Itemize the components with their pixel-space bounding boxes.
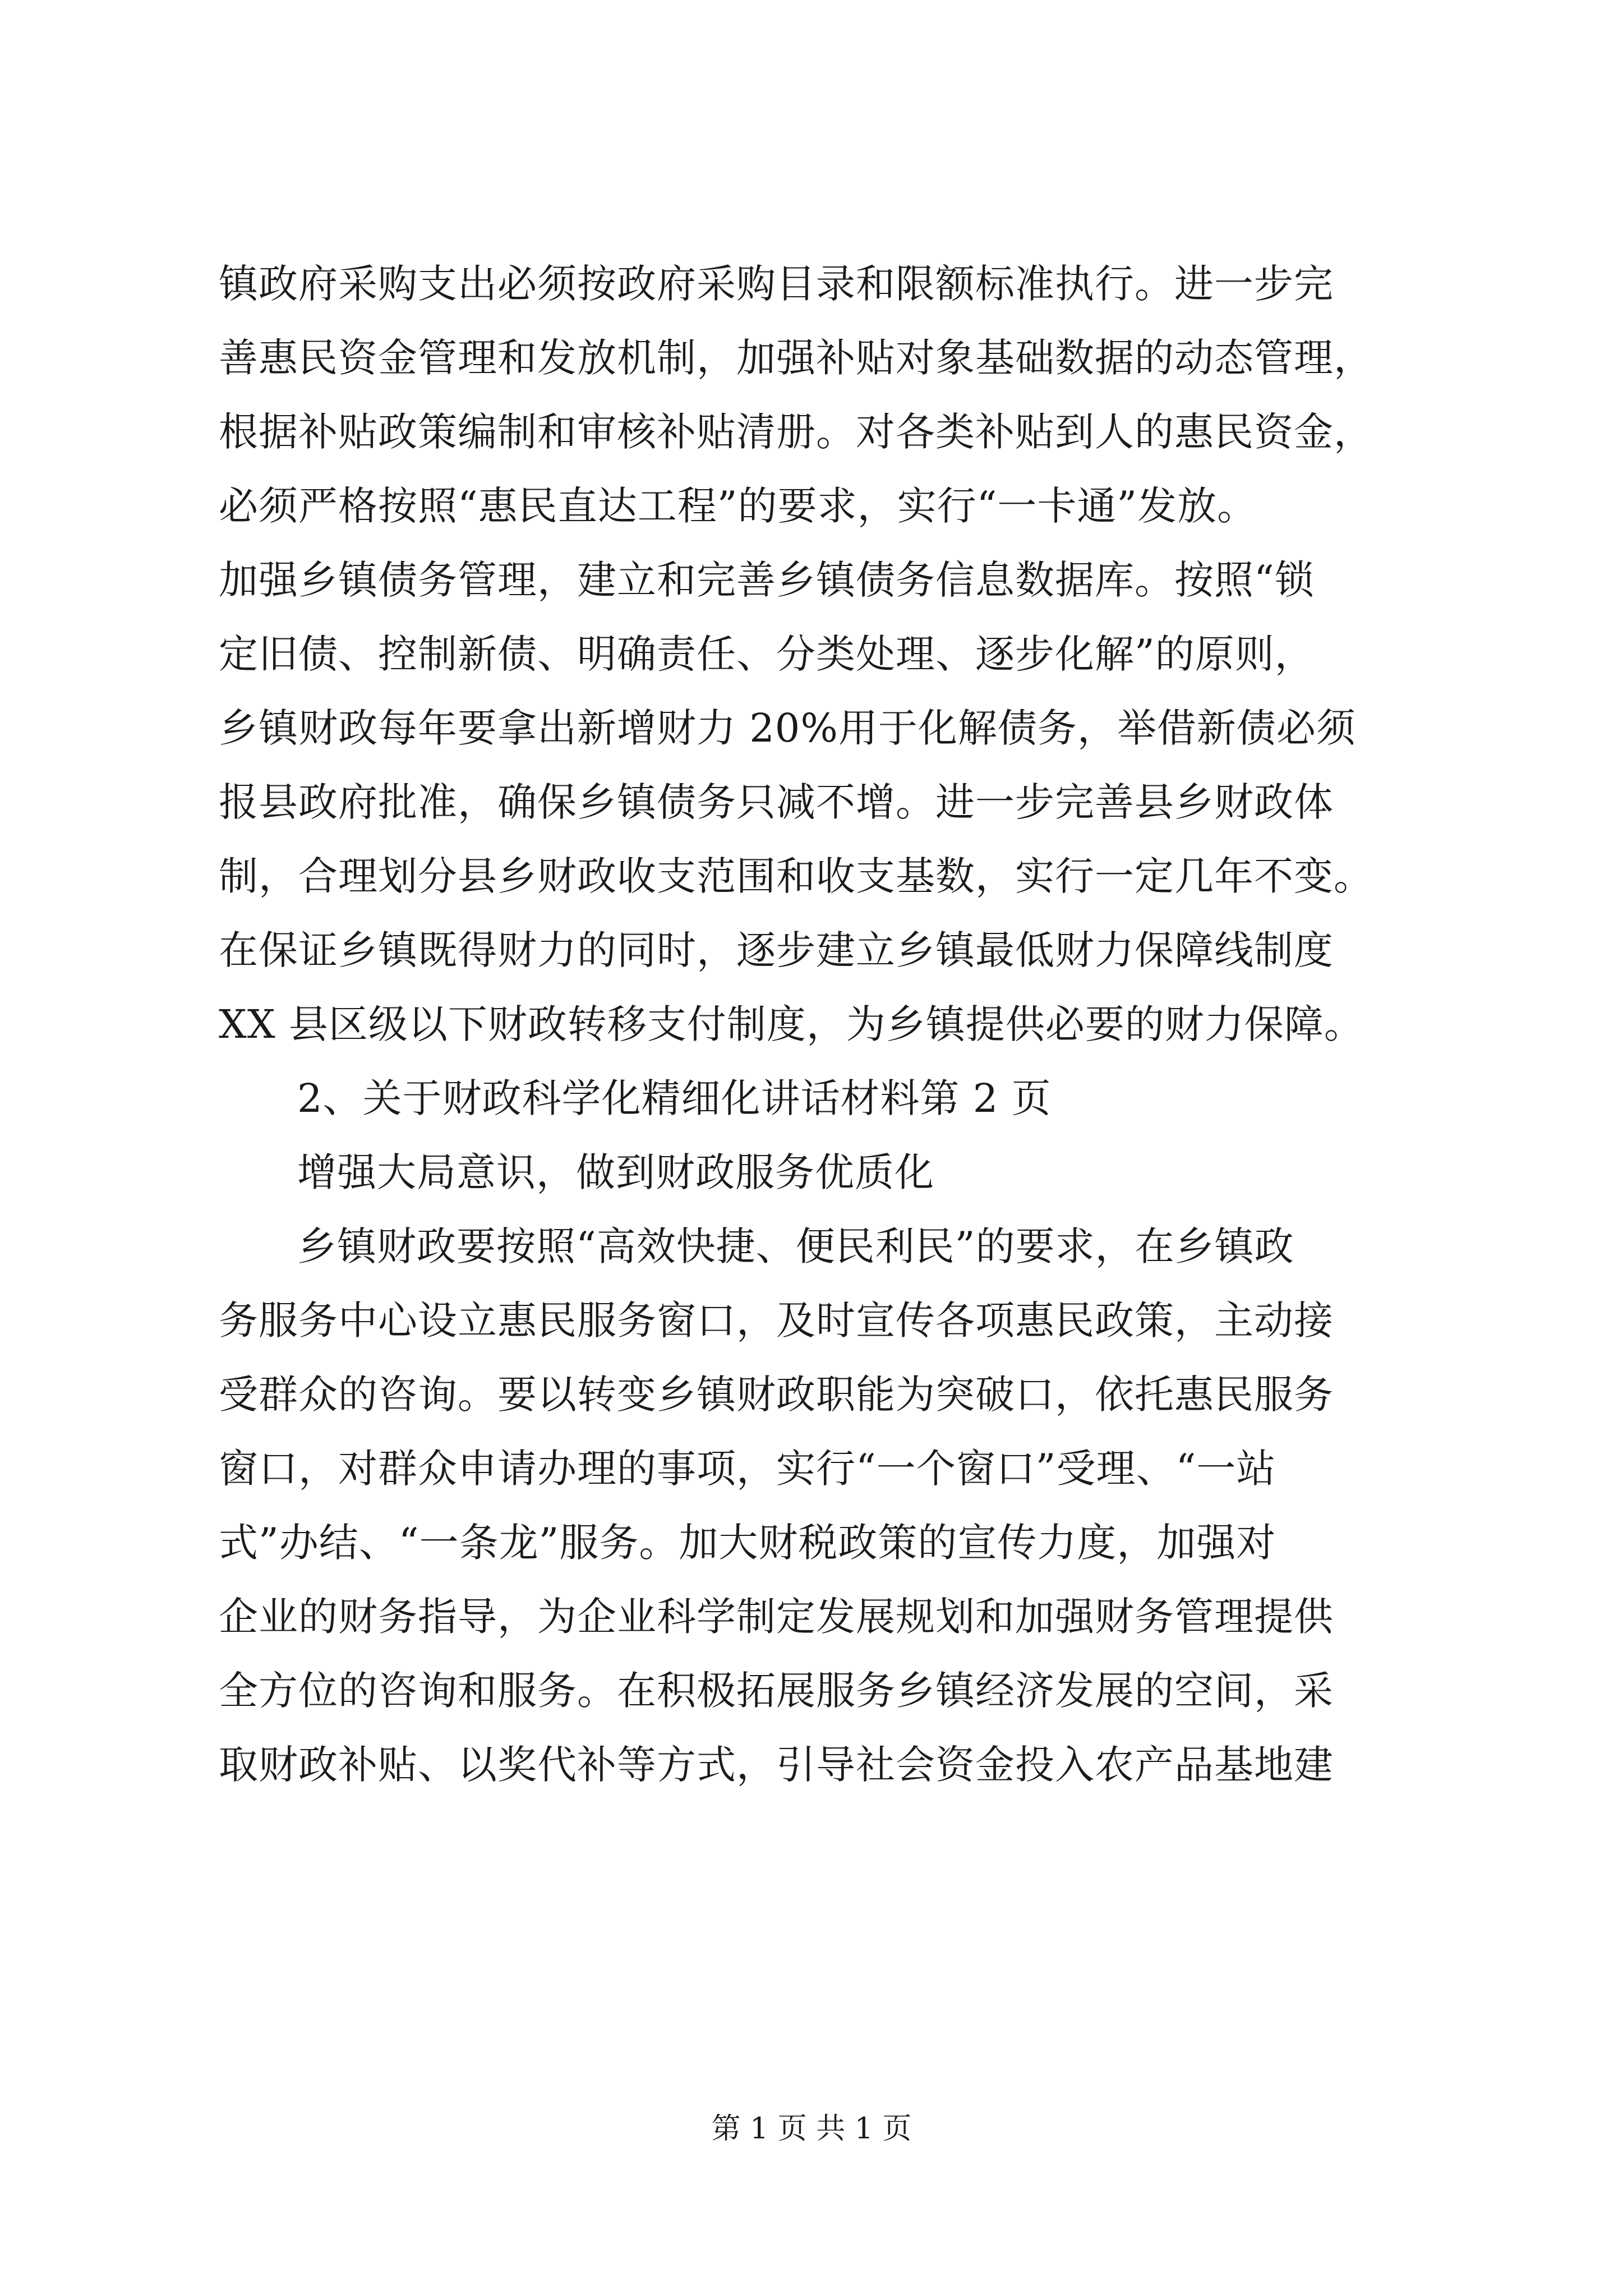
body-line: 乡镇财政要按照“高效快捷、便民利民”的要求，在乡镇政 (297, 1223, 1294, 1269)
body-line: 善惠民资金管理和发放机制，加强补贴对象基础数据的动态管理， (219, 335, 1373, 381)
body-line: 企业的财务指导，为企业科学制定发展规划和加强财务管理提供 (219, 1594, 1334, 1640)
body-line: 窗口，对群众申请办理的事项，实行“一个窗口”受理、“一站 (219, 1446, 1276, 1492)
body-line: 在保证乡镇既得财力的同时，逐步建立乡镇最低财力保障线制度 (219, 927, 1334, 973)
body-line: 取财政补贴、以奖代补等方式，引导社会资金投入农产品基地建 (219, 1742, 1334, 1788)
body-line: XX 县区级以下财政转移支付制度，为乡镇提供必要的财力保障。 (219, 1001, 1364, 1047)
body-line: 受群众的咨询。要以转变乡镇财政职能为突破口，依托惠民服务 (219, 1372, 1334, 1418)
subsection-heading: 增强大局意识，做到财政服务优质化 (297, 1149, 934, 1195)
body-line: 加强乡镇债务管理，建立和完善乡镇债务信息数据库。按照“锁 (219, 557, 1315, 603)
body-line: 必须严格按照“惠民直达工程”的要求，实行“一卡通”发放。 (219, 483, 1257, 529)
section-heading: 2、关于财政科学化精细化讲话材料第 2 页 (297, 1075, 1052, 1121)
body-line: 务服务中心设立惠民服务窗口，及时宣传各项惠民政策，主动接 (219, 1297, 1334, 1343)
body-line: 报县政府批准，确保乡镇债务只减不增。进一步完善县乡财政体 (219, 779, 1334, 825)
body-line: 乡镇财政每年要拿出新增财力 20%用于化解债务，举借新债必须 (219, 705, 1356, 751)
body-line: 镇政府采购支出必须按政府采购目录和限额标准执行。进一步完 (219, 261, 1334, 307)
body-line: 定旧债、控制新债、明确责任、分类处理、逐步化解”的原则， (219, 631, 1315, 677)
page-footer: 第 1 页 共 1 页 (711, 2112, 912, 2146)
document-body (219, 247, 1475, 1802)
body-line: 式”办结、“一条龙”服务。加大财税政策的宣传力度，加强对 (219, 1520, 1276, 1566)
body-line: 根据补贴政策编制和审核补贴清册。对各类补贴到人的惠民资金， (219, 409, 1373, 455)
body-line: 全方位的咨询和服务。在积极拓展服务乡镇经济发展的空间，采 (219, 1668, 1334, 1714)
body-line: 制，合理划分县乡财政收支范围和收支基数，实行一定几年不变。 (219, 853, 1373, 899)
